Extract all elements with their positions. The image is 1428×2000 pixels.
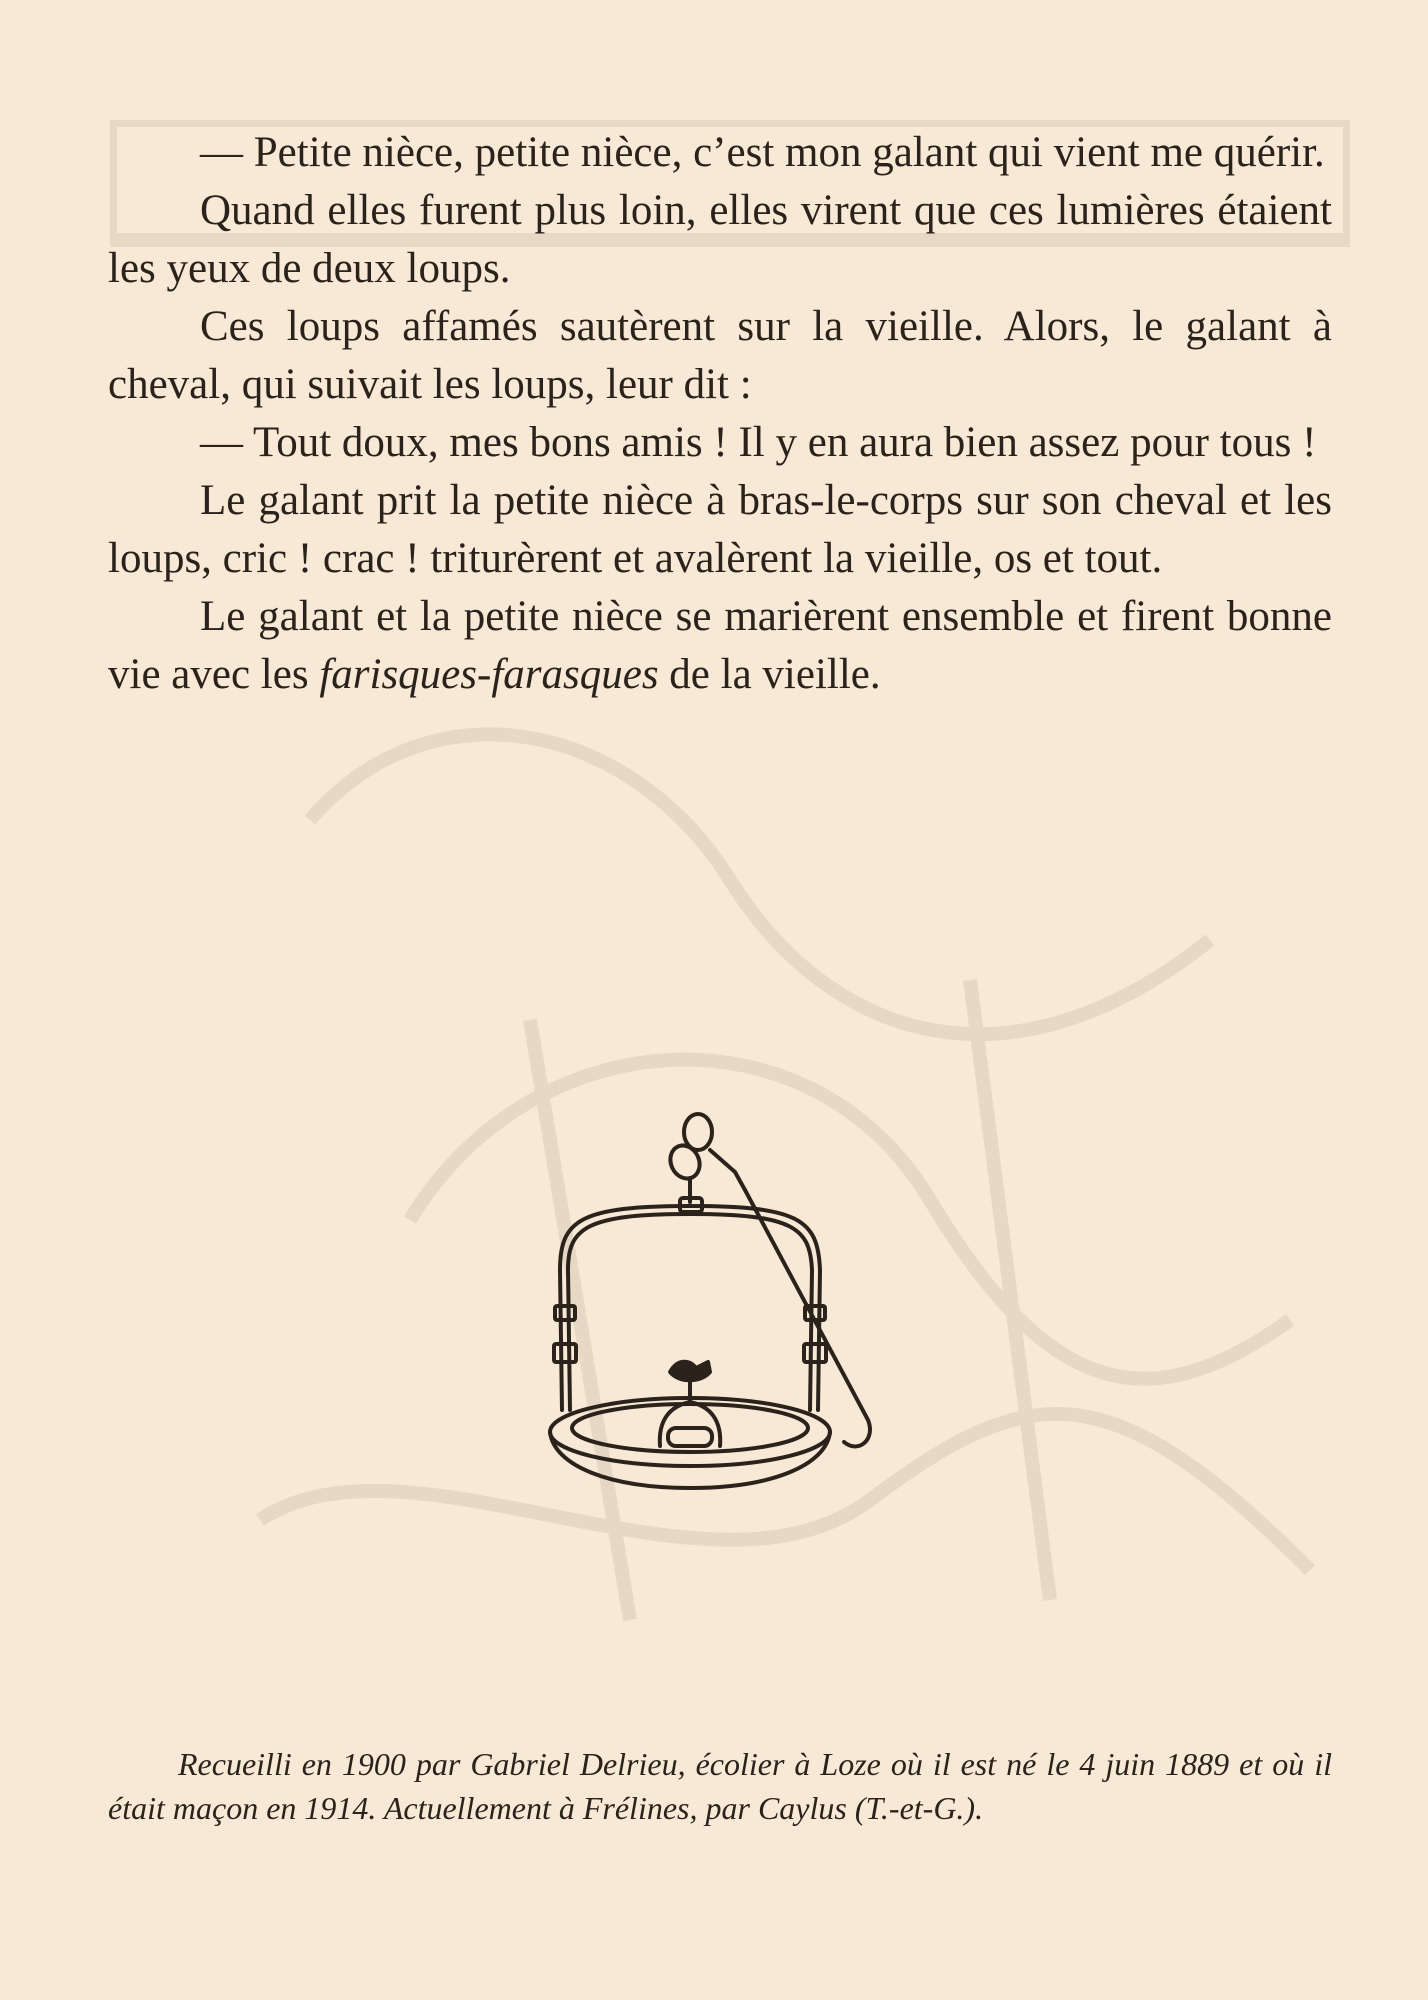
italic-term: farisques-farasques [319,651,659,698]
paragraph-3: Ces loups affamés sautèrent sur la vieille. Alors, le galant à cheval, qui suivait les loups, leur dit : [108,303,1332,408]
paragraph-5: Le galant prit la petite nièce à bras-le-corps sur son cheval et les loups, cric ! crac ! triturèrent et avalèrent la vieille, os et tout. [108,477,1332,582]
source-note: Recueilli en 1900 par Gabriel Delrieu, écolier à Loze où il est né le 4 juin 1889 et où il était maçon en 1914. Actuellement à Frélines, par Caylus (T.-et-G.). [108,1746,1332,1826]
body-text [108,124,1332,704]
paragraph-6 [108,588,1332,704]
paragraph-6-lead: Le galant et la petite nièce se marièrent ensemble et firent bonne vie avec les [108,593,1332,698]
paragraph-2: Quand elles furent plus loin, elles virent que ces lumières étaient les yeux de deux loups. [108,187,1332,292]
paragraph-1: — Petite nièce, petite nièce, c’est mon galant qui vient me quérir. [200,129,1325,176]
paragraph-4: — Tout doux, mes bons amis ! Il y en aura bien assez pour tous ! [200,419,1317,466]
paragraph-6-tail: de la vieille. [658,651,881,698]
hanging-oil-lamp-icon [540,1110,890,1500]
